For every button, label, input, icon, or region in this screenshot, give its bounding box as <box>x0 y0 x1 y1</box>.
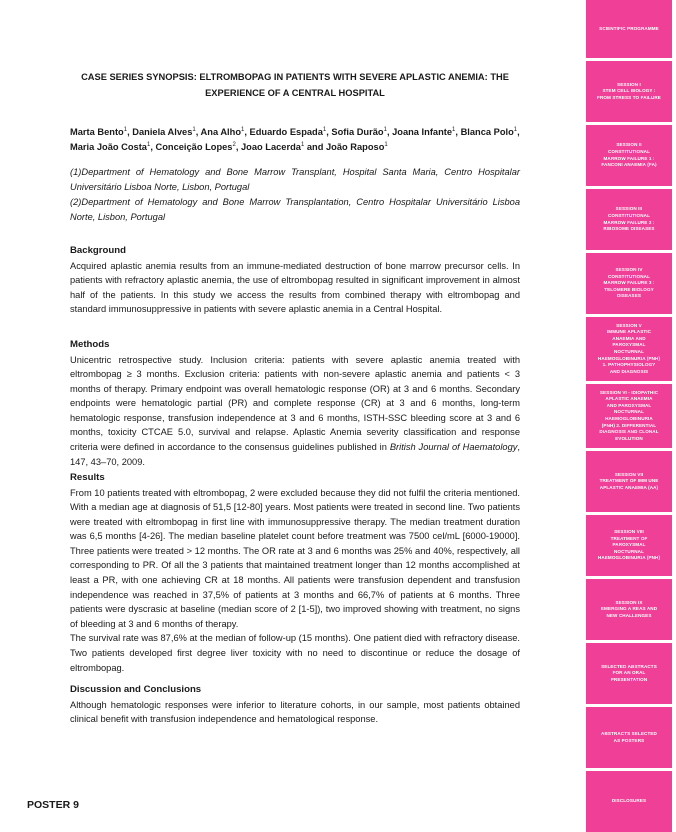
results-text-1: From 10 patients treated with eltrombopag, 2 were excluded because they did not fulfil the criteria mentioned. With a median age at diagnosis of 51,5 [12-80] years. Most patients were treated in second line. Two patients were treated with eltrombopag in first line with immunosuppressive therapy. The median treatment duration was 6,5 months [4-26]. The median baseline platelet count before treatment was 7500 cel/mL [6000-19000]. Three patients were treated > 12 months. The OR rate at 3 and 6 months was 25% and 40%, respectively, all corresponding to PR. Of all the 3 patients that maintained treatment longer than 12 months accomplished at least a PR, with one achieving CR at 18 months. All patients were transfusion dependent and transfusion independence was reached in 37,5% of patients at 3 months and 66,7% of patients at 6 months. Three patients were dyscrasic at baseline (median score of 2 [1-5]), two improved showing with treatment, no signs of bleeding at 3 and 6 months of therapy. <box>70 487 520 629</box>
author: Ana Alho$^1$, <box>200 126 250 137</box>
sidebar-item-session-4[interactable]: SESSION IV CONSTITUTIONAL MARROW FAILURE 3 : TELOMERE BIOLOGY DISEASES <box>586 253 672 314</box>
results-section <box>70 471 520 675</box>
title-line-1: CASE SERIES SYNOPSIS: ELTROMBOPAG IN PATIENTS WITH SEVERE APLASTIC ANEMIA: THE <box>81 72 509 82</box>
discussion-text: Although hematologic responses were inferior to literature cohorts, in our sample, most patients obtained clinical benefit with transfusion independence and hematological response. <box>70 699 520 725</box>
author: Sofia Durão$^1$, <box>331 126 393 137</box>
results-text-2: The survival rate was 87,6% at the median of follow-up (15 months). One patient died with refractory disease. Two patients developed first degree liver toxicity with no need to discontinue or reduce the dosage of eltrombopag. <box>70 633 520 673</box>
sidebar-item-session-3[interactable]: SESSION III CONSTITUTIONAL MARROW FAILURE 2 : RIBOSOME DISEASES <box>586 189 672 250</box>
sidebar-item-disclosures[interactable]: DISCLOSURES <box>586 771 672 832</box>
sidebar-item-scientific-programme[interactable]: SCIENTIFIC PROGRAMME <box>586 0 672 58</box>
sidebar-item-session-5[interactable]: SESSION V IMMUNE APLASTIC ANAEMIA AND PAROXYSMAL NOCTURNAL HAEMOGLOBINURIA (PNH) 1. PATHOPHYSIOLOGY AND DIAGNOSIS <box>586 317 672 381</box>
abstract-title <box>70 69 520 101</box>
sidebar-item-session-9[interactable]: SESSION IX EMERGING A REAS AND NEW CHALLENGES <box>586 579 672 640</box>
sidebar-item-posters[interactable]: ABSTRACTS SELECTED AS POSTERS <box>586 707 672 768</box>
sidebar-nav <box>586 0 672 832</box>
sidebar-item-session-1[interactable]: SESSION I STEM CELL BIOLOGY : FROM STRESS TO FAILURE <box>586 61 672 122</box>
author: Daniela Alves$^1$, <box>132 126 201 137</box>
affiliations <box>70 165 520 225</box>
affiliation-1: (1)Department of Hematology and Bone Marrow Transplant, Hospital Santa Maria, Centro Hospitalar Universitário Lisboa Norte, Lisbon, Portugal <box>70 167 520 192</box>
author: Joana Infante$^1$, <box>392 126 461 137</box>
title-line-2: EXPERIENCE OF A CENTRAL HOSPITAL <box>205 88 385 98</box>
discussion-section <box>70 683 520 727</box>
author: Eduardo Espada$^1$, <box>249 126 332 137</box>
author: Joao Lacerda$^1$ and <box>241 141 326 152</box>
discussion-heading: Discussion and Conclusions <box>70 684 202 695</box>
sidebar-item-selected-oral[interactable]: SELECTED ABSTRACTS FOR AN ORAL PRESENTATION <box>586 643 672 704</box>
author: Maria João Costa$^1$, <box>70 141 156 152</box>
sidebar-item-session-2[interactable]: SESSION II CONSTITUTIONAL MARROW FAILURE 1 : FANCONI ANAEMIA (FA) <box>586 125 672 186</box>
author: Marta Bento$^1$, <box>70 126 133 137</box>
sidebar-item-session-6[interactable]: SESSION VI - IDIOPATHIC APLASTIC ANAEMIA AND PAROXYSMAL NOCTURNAL HAEMOGLOBINURIA (PNH) 2. DIFFERENTIAL DIAGNOSIS AND CLONAL EVOLUTION <box>586 384 672 448</box>
poster-label: POSTER 9 <box>27 799 79 811</box>
affiliation-2: (2)Department of Hematology and Bone Marrow Transplantation, Centro Hospitalar Universitário Lisboa Norte, Lisbon, Portugal <box>70 197 520 222</box>
journal-name: British Journal of Haematology <box>389 442 518 453</box>
methods-heading: Methods <box>70 339 110 350</box>
background-heading: Background <box>70 245 126 256</box>
results-heading: Results <box>70 472 105 483</box>
author: Blanca Polo$^1$, <box>460 126 520 137</box>
author-list <box>70 125 520 155</box>
methods-section <box>70 338 520 469</box>
background-text: Acquired aplastic anemia results from an immune-mediated destruction of bone marrow precursor cells. In patients with refractory aplastic anemia, the use of eltrombopag resulted in significant improvement in almost half of the patients. In this study we access the results from combined therapy with eltrombopag and standard immunosuppressive in patients with severe aplastic anemia in a Central Hospital. <box>70 260 520 315</box>
sidebar-item-session-7[interactable]: SESSION VII TREATMENT OF IMM UNE APLASTIC ANAEMIA (AA) <box>586 451 672 512</box>
author: João Raposo$^1$ <box>326 141 388 152</box>
background-section <box>70 244 520 317</box>
author: Conceição Lopes$^2$, <box>155 141 241 152</box>
sidebar-item-session-8[interactable]: SESSION VIII TREATMENT OF PAROXYSMAL NOCTURNAL HAEMOGLOBINURIA (PNH) <box>586 515 672 576</box>
abstract-page <box>70 0 520 832</box>
methods-text: Unicentric retrospective study. Inclusion criteria: patients with severe aplastic anemia treated with eltrombopag ≥ 3 months. Exclusion criteria: patients with non-severe aplastic anemia and patients < 3 months of therapy. Primary endpoint was overall hematologic response (OR) at 3 and 6 months. Secondary endpoints were hematologic partial (PR) and complete response (CR) at 3 and 6 months, long-term hematologic response, transfusion independence at 3 and 6 months, ISTH-SSC bleeding score at 3 and 6 months, toxicity CTCAE 5.0, survival and relapse. Aplastic Anemia severity classification and response criteria were defined in accordance to the consensus guidelines published in British Journal of Haematology, 147, 43–70, 2009. <box>70 354 520 467</box>
